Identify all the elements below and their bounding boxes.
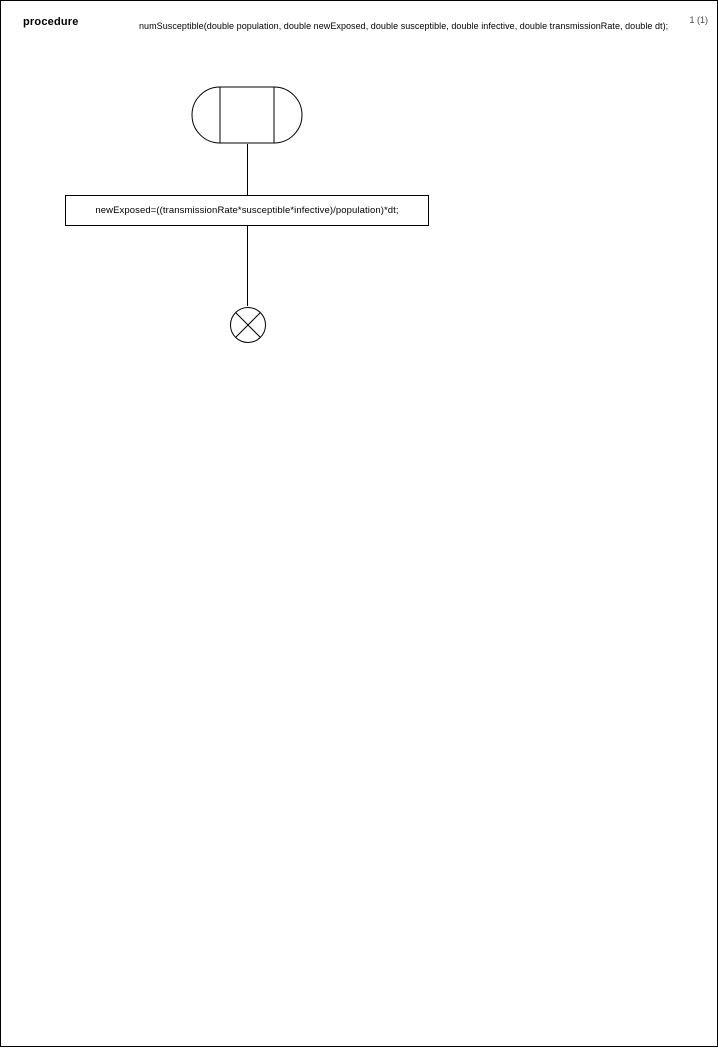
page-title: procedure xyxy=(23,16,79,28)
action-node-1-label: newExposed=((transmissionRate*susceptible*infective)/population)*dt; xyxy=(95,205,399,216)
page-count-label: 1 (1) xyxy=(689,15,708,25)
start-node[interactable] xyxy=(191,86,303,144)
action-node-1[interactable] xyxy=(65,195,429,226)
edge-start-to-action xyxy=(247,144,248,195)
flowchart-canvas xyxy=(1,1,718,1048)
procedure-signature: numSusceptible(double population, double newExposed, double susceptible, double infective, double transmissionRate, double dt); xyxy=(139,21,669,31)
end-node[interactable] xyxy=(229,306,267,344)
edge-action-to-end xyxy=(247,226,248,306)
